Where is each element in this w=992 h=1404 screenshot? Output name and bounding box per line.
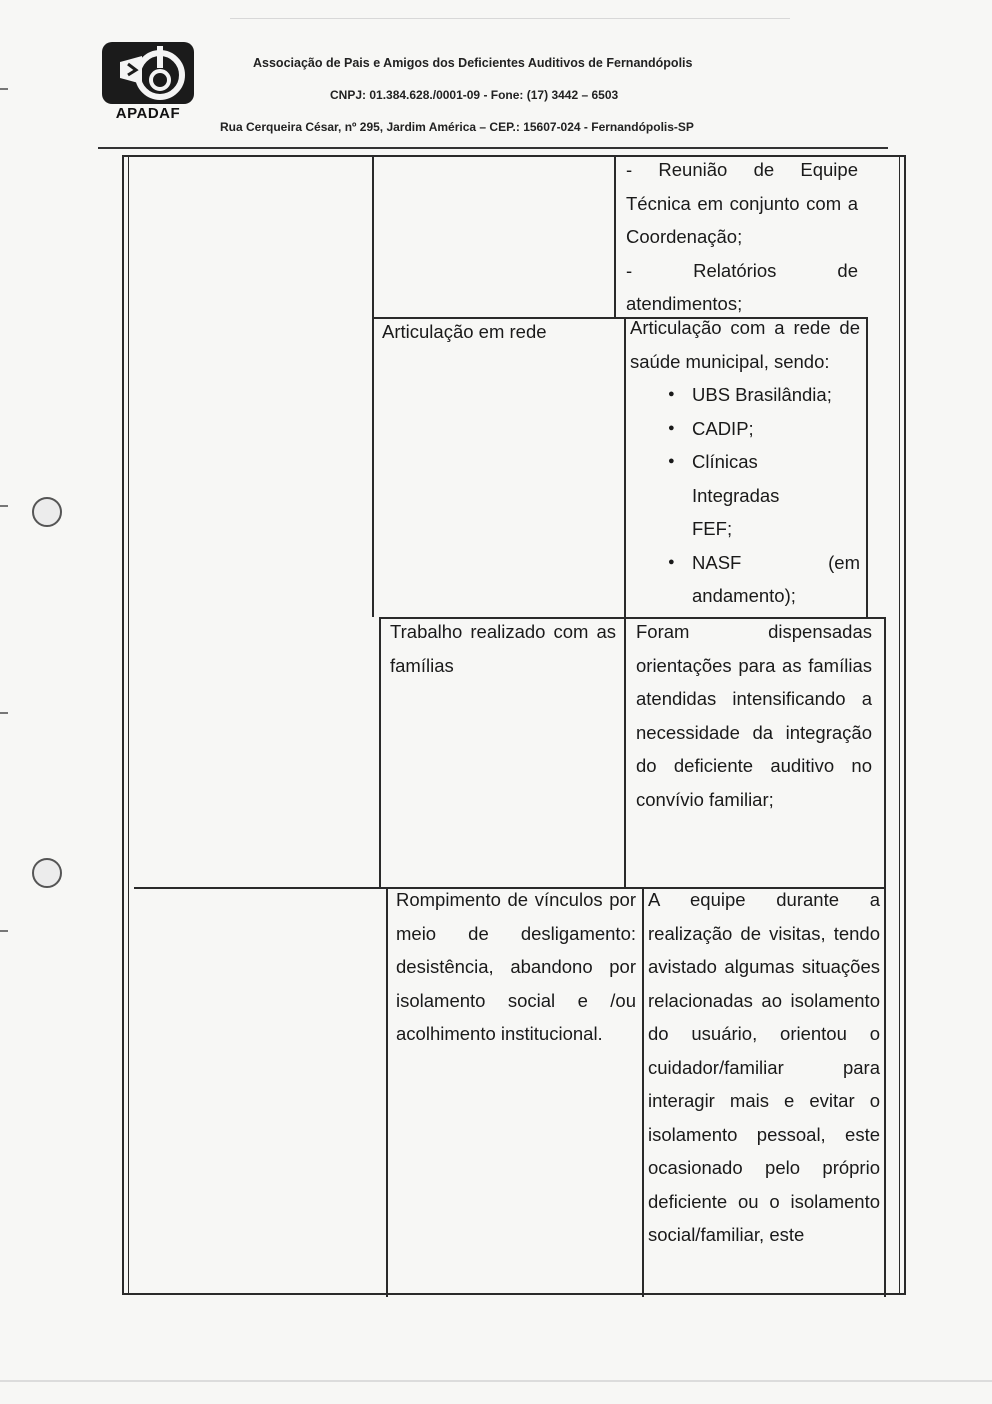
margin-mark	[0, 88, 8, 90]
network-list	[630, 378, 860, 613]
table-row-4-col3: A equipe durante a realização de visitas, tendo avistado algumas situações relacionadas ao isolamento do usuário, orientou o cuidador/familiar para interagir mais e evitar o isolamento pessoal, este ocasionado pelo próprio deficiente ou o isolamento social/familiar, este	[648, 889, 880, 1245]
list-item: ● UBS Brasilândia;	[662, 378, 860, 412]
column-divider	[624, 317, 626, 617]
margin-mark	[0, 930, 8, 932]
column-divider	[379, 617, 381, 887]
column-divider	[614, 157, 616, 317]
list-item: ● CADIP;	[662, 412, 860, 446]
logo-icon	[102, 42, 194, 104]
column-divider	[372, 157, 374, 617]
cell-text: Articulação com a rede de saúde municipal, sendo:	[630, 317, 860, 372]
scan-edge	[230, 18, 790, 19]
list-item: - Relatórios de atendimentos;	[626, 259, 858, 314]
cnpj-phone: CNPJ: 01.384.628./0001-09 - Fone: (17) 3442 – 6503	[330, 88, 619, 102]
column-divider	[884, 617, 886, 1297]
margin-mark	[0, 712, 8, 714]
punch-hole	[32, 497, 62, 527]
list-item: ● Clínicas Integradas FEF;	[662, 445, 822, 546]
table-row-2-col2: Articulação em rede	[382, 321, 547, 342]
column-divider	[624, 617, 626, 887]
list-item: - Reunião de Equipe Técnica em conjunto com a Coordenação;	[626, 159, 858, 247]
punch-hole	[32, 858, 62, 888]
list-item: ● NASF (em andamento);	[662, 546, 860, 613]
address: Rua Cerqueira César, nº 295, Jardim América – CEP.: 15607-024 - Fernandópolis-SP	[220, 120, 694, 134]
table-row-4-col2: Rompimento de vínculos por meio de desligamento: desistência, abandono por isolamento social e /ou acolhimento institucional.	[396, 889, 636, 1044]
column-divider	[386, 887, 388, 1297]
header-divider	[98, 147, 888, 149]
table-row-2-col3	[630, 311, 860, 613]
letterhead	[98, 42, 888, 152]
column-divider	[642, 887, 644, 1297]
table-row-3-col2: Trabalho realizado com as famílias	[390, 621, 616, 676]
org-name: Associação de Pais e Amigos dos Deficientes Auditivos de Fernandópolis	[253, 56, 693, 70]
activity-table	[122, 155, 906, 1295]
scan-edge	[0, 1380, 992, 1382]
table-row-1-col3	[622, 153, 858, 321]
apadaf-logo	[98, 42, 198, 122]
table-row-3-col3: Foram dispensadas orientações para as famílias atendidas intensificando a necessidade da integração do deficiente auditivo no convívio familiar;	[636, 621, 872, 810]
column-divider	[866, 317, 868, 617]
margin-mark	[0, 505, 8, 507]
logo-text: APADAF	[115, 105, 181, 122]
